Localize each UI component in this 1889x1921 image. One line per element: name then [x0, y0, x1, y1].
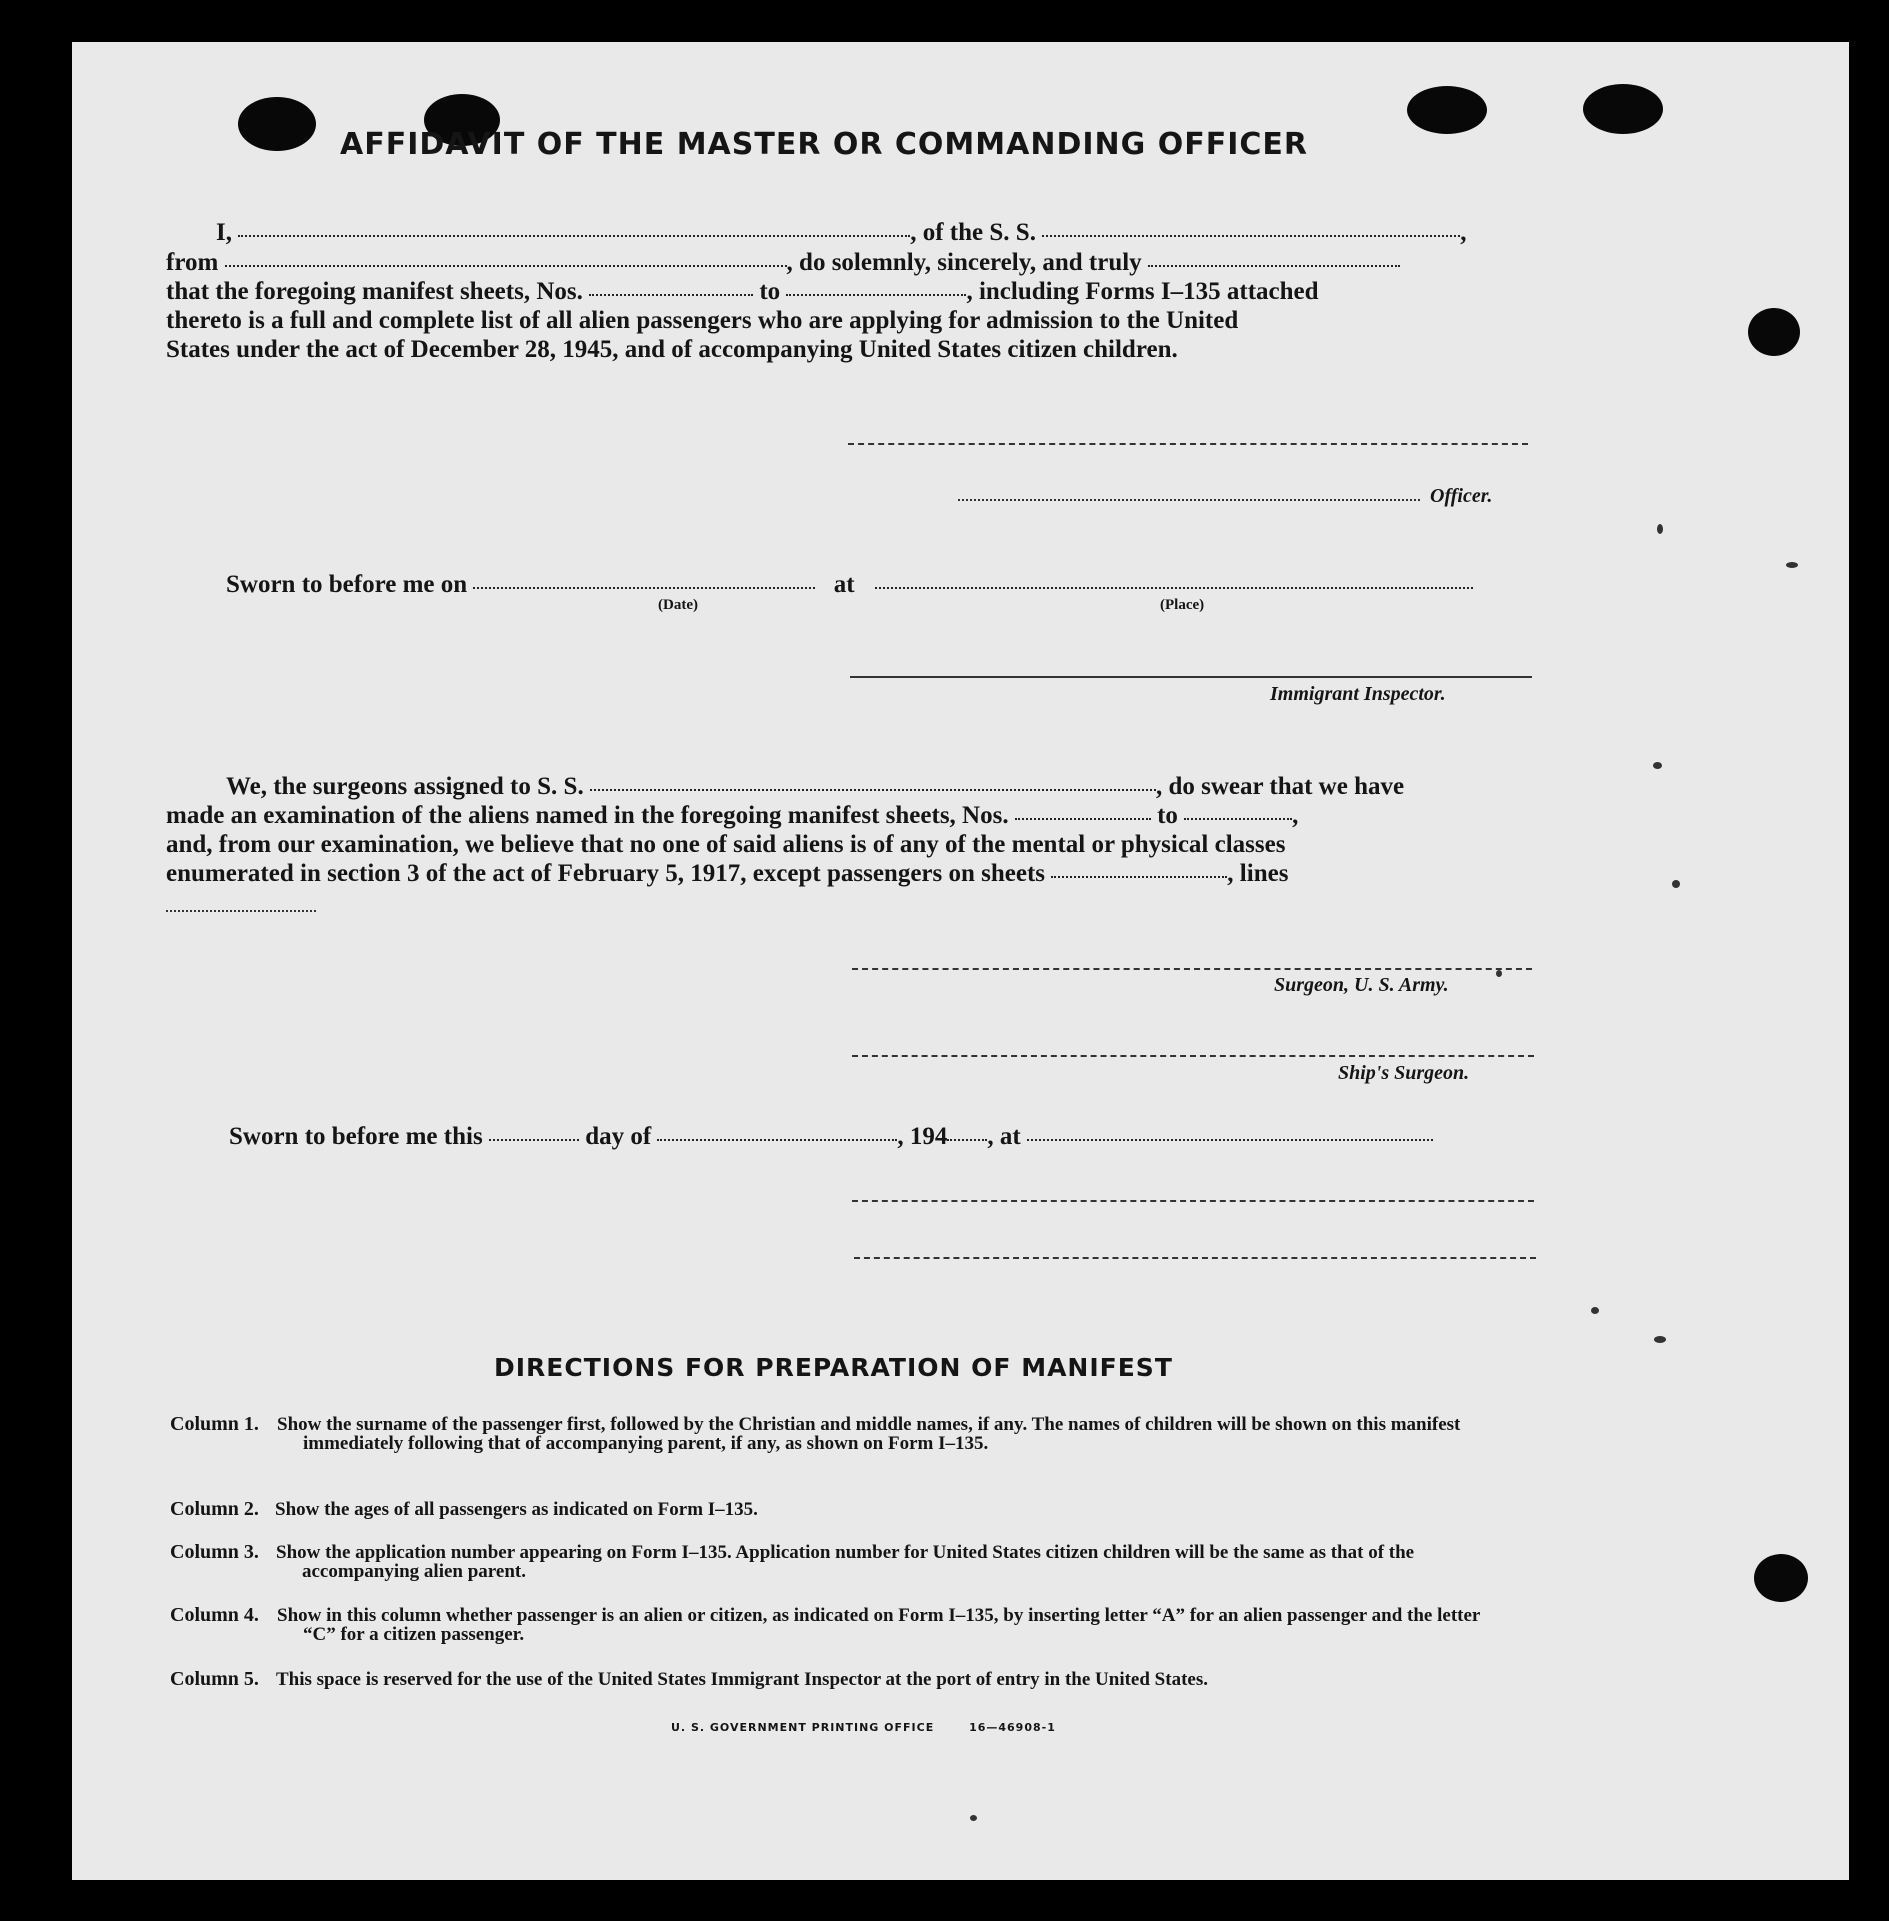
surgeons-line-2-a: made an examination of the aliens named in the foregoing manifest sheets, Nos.	[166, 802, 1009, 829]
ship-name-field[interactable]	[1042, 235, 1460, 237]
punch-hole	[1748, 308, 1800, 356]
ship-surgeon-signature-line[interactable]	[852, 1055, 1534, 1057]
surgeons-line-1-b: , do swear that we have	[1155, 773, 1405, 800]
punch-hole	[1407, 86, 1487, 134]
army-surgeon-label: Surgeon, U. S. Army.	[1274, 974, 1449, 996]
affidavit-line-3-b: to	[759, 278, 781, 305]
surgeons-line-1	[226, 772, 1404, 802]
surgeons-line-4-a: enumerated in section 3 of the act of February 5, 1917, except passengers on sheets	[166, 860, 1046, 887]
surgeons-line-4	[166, 859, 1288, 889]
officer-label: Officer.	[1430, 485, 1493, 507]
punch-hole	[1754, 1554, 1808, 1602]
affidavit-line-5: States under the act of December 28, 1945, and of accompanying United States citizen children.	[166, 336, 1178, 363]
speck	[1591, 1307, 1599, 1314]
oath-field[interactable]	[1148, 265, 1400, 267]
sworn-place-field[interactable]	[875, 587, 1473, 589]
ship-surgeon-label: Ship's Surgeon.	[1338, 1062, 1470, 1084]
except-sheets-field[interactable]	[1051, 876, 1227, 878]
direction-label: Column 2.	[170, 1498, 259, 1520]
sworn-this-text: Sworn to before me this	[229, 1123, 483, 1150]
affidavit-line-3-c: , including Forms I–135 attached	[966, 278, 1319, 305]
sworn-on-line	[226, 570, 1473, 600]
sheets-to-field[interactable]	[786, 294, 966, 296]
affidavit-title: AFFIDAVIT OF THE MASTER OR COMMANDING OFFICER	[340, 127, 1308, 162]
officer-signature-line[interactable]	[958, 499, 1420, 501]
lines-field[interactable]	[166, 910, 316, 912]
year-prefix-text: , 194	[897, 1123, 948, 1150]
speck	[1657, 524, 1663, 534]
master-signature-line[interactable]	[848, 443, 1528, 445]
affidavit-line-2	[166, 248, 1400, 278]
direction-text: Show in this column whether passenger is an alien or citizen, as indicated on Form I–135, by inserting letter “A” for an alien passenger and the letter “C” for a citizen passenger.	[277, 1605, 1480, 1645]
place-caption: (Place)	[1160, 597, 1205, 613]
sheets-from-field[interactable]	[589, 294, 753, 296]
speck	[970, 1815, 977, 1821]
date-caption: (Date)	[658, 597, 698, 613]
affidavit-line-1-a: I,	[216, 219, 232, 246]
printer-imprint	[671, 1721, 1056, 1734]
direction-label: Column 3.	[170, 1541, 259, 1563]
surgeons-line-4-b: , lines	[1227, 860, 1289, 887]
inspector-label: Immigrant Inspector.	[1270, 683, 1446, 705]
surgeons-line-2-c: ,	[1292, 802, 1299, 829]
sworn-year-field[interactable]	[947, 1139, 987, 1141]
speck	[1654, 1336, 1666, 1343]
sworn-date-field[interactable]	[473, 587, 815, 589]
affidavit-line-3-a: that the foregoing manifest sheets, Nos.	[166, 278, 583, 305]
surgeons-line-2	[166, 801, 1298, 831]
sworn-at-2-text: , at	[987, 1123, 1021, 1150]
direction-text: This space is reserved for the use of the United States Immigrant Inspector at the port of entry in the United States.	[276, 1669, 1208, 1690]
official-title-line[interactable]	[854, 1257, 1536, 1259]
direction-text: Show the application number appearing on Form I–135. Application number for United States citizen children will be the same as that of the accompanying alien parent.	[276, 1542, 1415, 1582]
direction-text: Show the surname of the passenger first, followed by the Christian and middle names, if any. The names of children will be shown on this manifest immediately following that of accompanying parent, if any, as shown on Form I–135.	[277, 1414, 1461, 1454]
speck	[1672, 880, 1680, 888]
inspector-signature-line[interactable]	[850, 676, 1532, 678]
form-code: 16—46908-1	[969, 1721, 1056, 1734]
sworn-month-field[interactable]	[657, 1139, 897, 1141]
affidavit-line-1-c: ,	[1460, 219, 1467, 246]
master-name-field[interactable]	[238, 235, 910, 237]
affidavit-line-2-a: from	[166, 249, 219, 276]
direction-label: Column 5.	[170, 1668, 259, 1690]
affidavit-line-3	[166, 277, 1319, 307]
affidavit-line-4: thereto is a full and complete list of all alien passengers who are applying for admission to the United	[166, 307, 1239, 334]
affidavit-line-2-b: , do solemnly, sincerely, and truly	[786, 249, 1142, 276]
affidavit-line-1-b: , of the S. S.	[910, 219, 1036, 246]
sworn-at-text: at	[833, 571, 855, 598]
speck	[1786, 562, 1798, 568]
punch-hole	[238, 97, 316, 151]
surgeons-line-1-a: We, the surgeons assigned to S. S.	[226, 773, 584, 800]
surgeons-ship-field[interactable]	[590, 789, 1156, 791]
official-signature-line[interactable]	[852, 1200, 1534, 1202]
surgeons-line-3: and, from our examination, we believe that no one of said aliens is of any of the mental or physical classes	[166, 831, 1286, 858]
exam-sheets-to-field[interactable]	[1184, 818, 1292, 820]
speck	[1496, 970, 1502, 977]
sworn-at-2-field[interactable]	[1027, 1139, 1433, 1141]
surgeons-line-2-b: to	[1157, 802, 1178, 829]
from-port-field[interactable]	[225, 265, 787, 267]
day-of-text: day of	[585, 1123, 652, 1150]
speck	[1653, 762, 1662, 769]
directions-title: DIRECTIONS FOR PREPARATION OF MANIFEST	[494, 1353, 1173, 1382]
sworn-on-text: Sworn to before me on	[226, 571, 468, 598]
direction-label: Column 1.	[170, 1413, 259, 1435]
affidavit-line-1	[216, 218, 1466, 248]
direction-label: Column 4.	[170, 1604, 259, 1626]
sworn-day-field[interactable]	[489, 1139, 579, 1141]
sworn-this-line	[229, 1122, 1433, 1152]
army-surgeon-signature-line[interactable]	[852, 968, 1532, 970]
direction-text: Show the ages of all passengers as indicated on Form I–135.	[275, 1499, 758, 1520]
exam-sheets-from-field[interactable]	[1015, 818, 1151, 820]
punch-hole	[1583, 84, 1663, 134]
printer-name: U. S. GOVERNMENT PRINTING OFFICE	[671, 1721, 935, 1734]
